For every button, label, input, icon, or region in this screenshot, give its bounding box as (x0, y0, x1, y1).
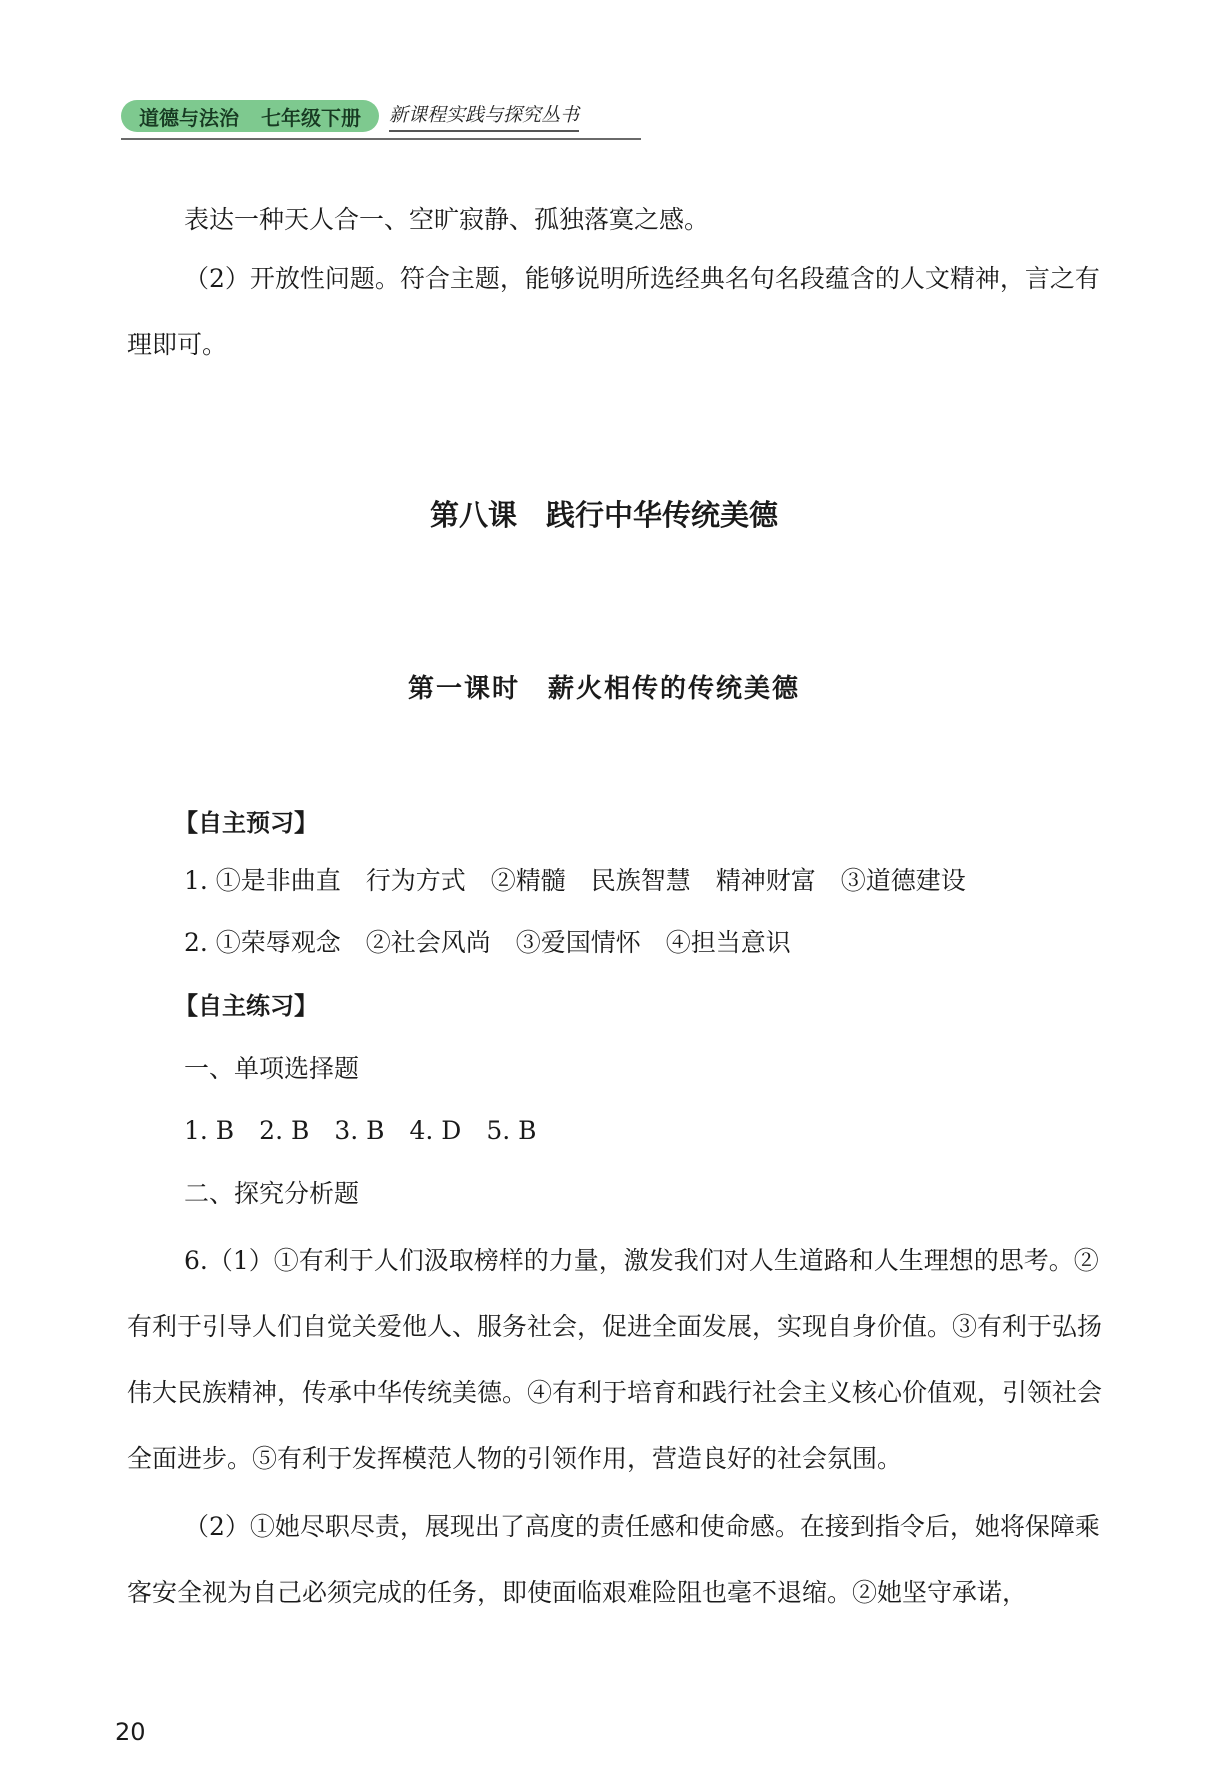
header-divider (121, 138, 641, 140)
answer-6-2: （2）①她尽职尽责，展现出了高度的责任感和使命感。在接到指令后，她将保障乘客安全视为自己必须完成的任务，即使面临艰难险阻也毫不退缩。②她坚守承诺， (127, 1512, 1100, 1607)
lesson-title: 第八课 践行中华传统美德 (429, 498, 778, 532)
preview-item-2: 2. ①荣辱观念 ②社会风尚 ③爱国情怀 ④担当意识 (184, 928, 791, 957)
running-header (121, 96, 579, 136)
header-subject: 道德与法治 (139, 105, 239, 130)
page-number: 20 (115, 1718, 146, 1746)
header-grade: 七年级下册 (261, 105, 361, 130)
header-badge (121, 100, 379, 132)
preview-item-1: 1. ①是非曲直 行为方式 ②精髓 民族智慧 精神财富 ③道德建设 (184, 866, 966, 895)
lesson-subtitle: 第一课时 薪火相传的传统美德 (407, 674, 800, 704)
section-analysis: 二、探究分析题 (184, 1179, 360, 1208)
choice-answers: 1. B 2. B 3. B 4. D 5. B (184, 1116, 537, 1145)
preview-heading: 【自主预习】 (174, 809, 318, 837)
practice-heading: 【自主练习】 (174, 992, 318, 1020)
intro-paragraph: （2）开放性问题。符合主题，能够说明所选经典名句名段蕴含的人文精神，言之有理即可。 (127, 264, 1100, 359)
answer-6-1: 6.（1）①有利于人们汲取榜样的力量，激发我们对人生道路和人生理想的思考。②有利于引导人们自觉关爱他人、服务社会，促进全面发展，实现自身价值。③有利于弘扬伟大民族精神，传承中华传统美德。④有利于培育和践行社会主义核心价值观，引领社会全面进步。⑤有利于发挥模范人物的引领作用，营造良好的社会氛围。 (127, 1246, 1103, 1473)
header-series: 新课程实践与探究丛书 (389, 100, 579, 132)
intro-line: 表达一种天人合一、空旷寂静、孤独落寞之感。 (184, 205, 710, 234)
section-single-choice: 一、单项选择题 (184, 1054, 360, 1083)
